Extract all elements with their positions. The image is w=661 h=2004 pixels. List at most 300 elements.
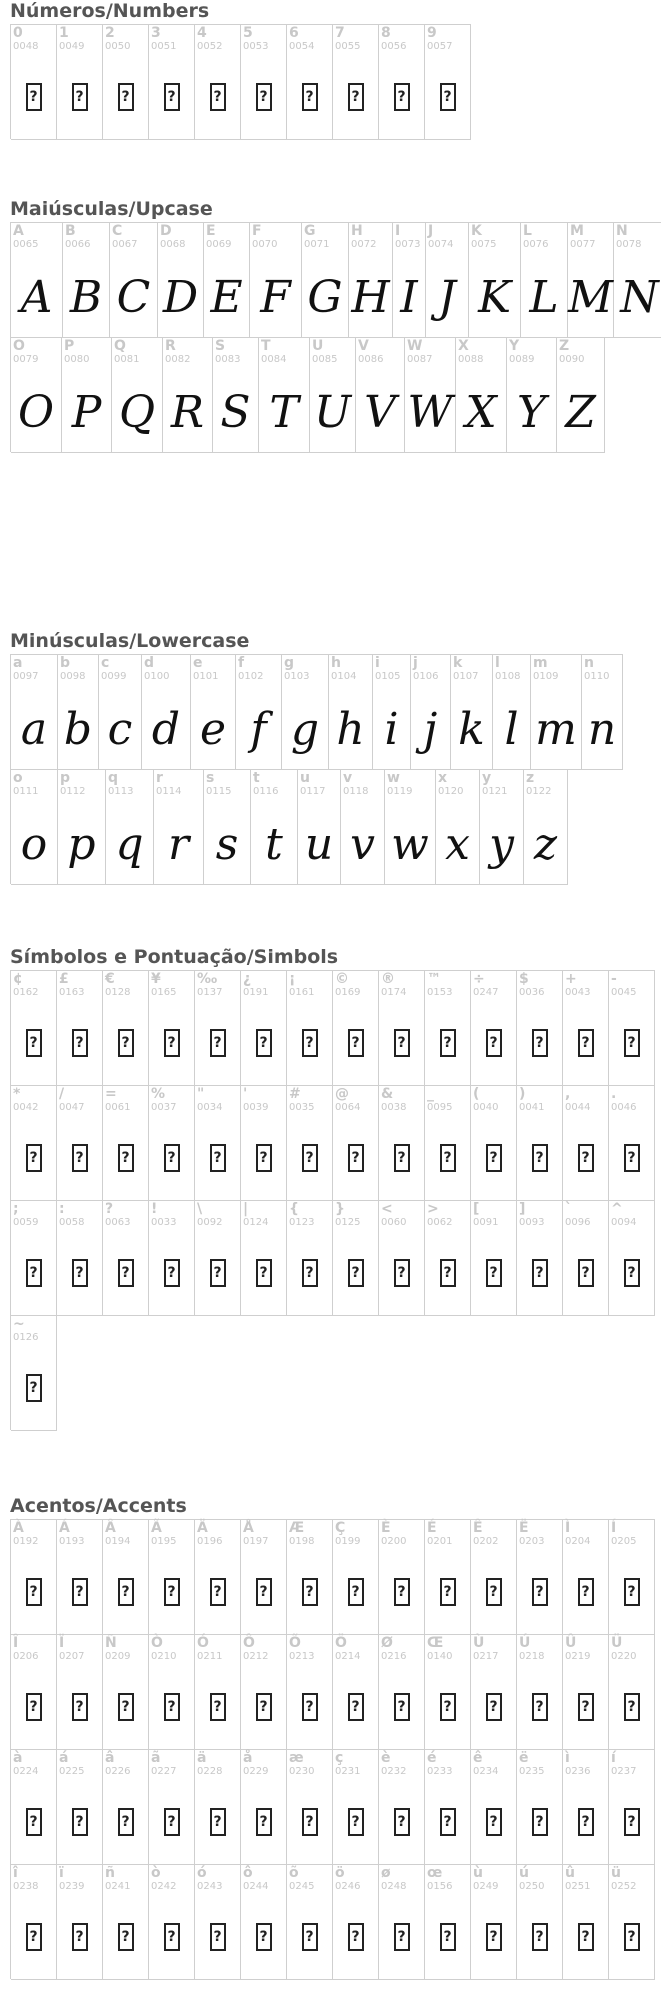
glyph-code: 0194 <box>105 1536 131 1547</box>
glyph-character: 0 <box>13 25 23 41</box>
glyph-code: 0198 <box>289 1536 315 1547</box>
missing-glyph-icon <box>624 1693 640 1721</box>
missing-glyph-icon <box>578 1144 594 1172</box>
glyph-preview: G <box>307 271 343 323</box>
glyph-code: 0091 <box>473 1217 499 1228</box>
glyph-cell <box>149 1634 195 1750</box>
glyph-code: 0121 <box>482 786 508 797</box>
glyph-cell <box>287 1519 333 1635</box>
missing-glyph-icon <box>72 1923 88 1951</box>
missing-glyph-icon <box>118 1144 134 1172</box>
missing-glyph-icon <box>118 83 134 111</box>
glyph-code: 0211 <box>197 1651 223 1662</box>
glyph-code: 0196 <box>197 1536 223 1547</box>
glyph-cell <box>379 1200 425 1316</box>
missing-glyph-icon <box>26 1259 42 1287</box>
glyph-code: 0086 <box>358 354 384 365</box>
glyph-character: t <box>253 770 260 786</box>
glyph-code: 0219 <box>565 1651 591 1662</box>
glyph-cell <box>11 769 58 885</box>
glyph-preview: W <box>407 386 453 438</box>
glyph-cell <box>517 970 563 1086</box>
glyph-code: 0081 <box>114 354 140 365</box>
glyph-cell <box>63 222 110 338</box>
glyph-cell <box>609 1085 655 1201</box>
missing-glyph-icon <box>26 1374 42 1402</box>
glyph-preview: m <box>535 703 577 755</box>
glyph-cell <box>563 1519 609 1635</box>
glyph-code: 0046 <box>611 1102 637 1113</box>
glyph-cell <box>411 654 451 770</box>
glyph-cell <box>609 1519 655 1635</box>
glyph-character: I <box>395 223 401 239</box>
section-title: Maiúsculas/Upcase <box>10 198 213 220</box>
glyph-code: 0192 <box>13 1536 39 1547</box>
glyph-cell <box>456 337 507 453</box>
glyph-character: U <box>312 338 324 354</box>
glyph-character: ñ <box>105 1865 115 1881</box>
glyph-code: 0096 <box>565 1217 591 1228</box>
glyph-preview: E <box>210 271 243 323</box>
glyph-preview: D <box>162 271 199 323</box>
glyph-code: 0112 <box>60 786 86 797</box>
glyph-code: 0228 <box>197 1766 223 1777</box>
glyph-code: 0071 <box>304 239 330 250</box>
missing-glyph-icon <box>164 1259 180 1287</box>
glyph-code: 0205 <box>611 1536 637 1547</box>
glyph-cell <box>204 222 250 338</box>
glyph-code: 0040 <box>473 1102 499 1113</box>
glyph-code: 0122 <box>526 786 552 797</box>
glyph-cell <box>373 654 411 770</box>
glyph-cell <box>451 654 493 770</box>
glyph-character: Z <box>559 338 570 354</box>
glyph-code: 0207 <box>59 1651 85 1662</box>
glyph-preview: Z <box>565 386 596 438</box>
glyph-cell <box>103 1519 149 1635</box>
missing-glyph-icon <box>256 83 272 111</box>
glyph-code: 0090 <box>559 354 585 365</box>
missing-glyph-icon <box>72 1693 88 1721</box>
missing-glyph-icon <box>486 1923 502 1951</box>
glyph-code: 0036 <box>519 987 545 998</box>
section-title: Acentos/Accents <box>10 1495 187 1517</box>
glyph-preview: l <box>504 703 519 755</box>
glyph-cell <box>568 222 614 338</box>
glyph-cell <box>11 1085 57 1201</box>
glyph-character: + <box>565 971 577 987</box>
glyph-character: Å <box>243 1520 254 1536</box>
glyph-character: K <box>471 223 482 239</box>
glyph-character: Õ <box>289 1635 301 1651</box>
glyph-character: ^ <box>611 1201 623 1217</box>
glyph-grid <box>10 24 661 139</box>
glyph-character: õ <box>289 1865 299 1881</box>
glyph-cell <box>241 1749 287 1865</box>
glyph-cell <box>310 337 356 453</box>
glyph-code: 0066 <box>65 239 91 250</box>
missing-glyph-icon <box>210 1693 226 1721</box>
glyph-cell <box>425 1634 471 1750</box>
glyph-code: 0193 <box>59 1536 85 1547</box>
glyph-preview: y <box>489 818 514 870</box>
glyph-character: ¥ <box>151 971 161 987</box>
missing-glyph-icon <box>256 1808 272 1836</box>
glyph-character: f <box>238 655 245 671</box>
glyph-cell <box>557 337 605 453</box>
glyph-character: W <box>407 338 423 354</box>
missing-glyph-icon <box>532 1808 548 1836</box>
glyph-code: 0216 <box>381 1651 407 1662</box>
glyph-character: ï <box>59 1865 64 1881</box>
glyph-character: @ <box>335 1086 349 1102</box>
glyph-code: 0126 <box>13 1332 39 1343</box>
glyph-cell <box>58 654 99 770</box>
glyph-cell <box>425 1749 471 1865</box>
glyph-preview: g <box>290 703 320 755</box>
glyph-character: $ <box>519 971 529 987</box>
missing-glyph-icon <box>394 1144 410 1172</box>
missing-glyph-icon <box>118 1578 134 1606</box>
glyph-code: 0220 <box>611 1651 637 1662</box>
glyph-cell <box>405 337 456 453</box>
glyph-code: 0245 <box>289 1881 315 1892</box>
glyph-cell <box>329 654 373 770</box>
glyph-grid <box>10 1519 661 1979</box>
glyph-character: s <box>206 770 215 786</box>
glyph-code: 0241 <box>105 1881 131 1892</box>
glyph-cell <box>379 1864 425 1980</box>
glyph-cell <box>103 970 149 1086</box>
glyph-cell <box>379 1634 425 1750</box>
glyph-preview: n <box>587 703 617 755</box>
glyph-cell <box>112 337 163 453</box>
glyph-code: 0050 <box>105 41 131 52</box>
glyph-code: 0074 <box>428 239 454 250</box>
glyph-character: é <box>427 1750 437 1766</box>
missing-glyph-icon <box>486 1144 502 1172</box>
missing-glyph-icon <box>26 1923 42 1951</box>
glyph-code: 0244 <box>243 1881 269 1892</box>
glyph-cell <box>241 1200 287 1316</box>
glyph-code: 0052 <box>197 41 223 52</box>
glyph-character: è <box>381 1750 391 1766</box>
glyph-cell <box>103 1634 149 1750</box>
glyph-cell <box>507 337 557 453</box>
glyph-code: 0236 <box>565 1766 591 1777</box>
glyph-cell <box>163 337 213 453</box>
glyph-code: 0038 <box>381 1102 407 1113</box>
glyph-code: 0161 <box>289 987 315 998</box>
glyph-cell <box>149 1749 195 1865</box>
glyph-cell <box>480 769 524 885</box>
glyph-cell <box>341 769 385 885</box>
glyph-character: V <box>358 338 369 354</box>
missing-glyph-icon <box>164 1029 180 1057</box>
glyph-code: 0089 <box>509 354 535 365</box>
missing-glyph-icon <box>256 1144 272 1172</box>
glyph-grid <box>10 654 661 884</box>
glyph-code: 0063 <box>105 1217 131 1228</box>
glyph-cell <box>195 24 241 140</box>
glyph-cell <box>11 222 63 338</box>
glyph-cell <box>517 1085 563 1201</box>
glyph-character: / <box>59 1086 65 1102</box>
glyph-character: D <box>160 223 172 239</box>
glyph-character: = <box>105 1086 117 1102</box>
glyph-character: C <box>112 223 123 239</box>
glyph-code: 0231 <box>335 1766 361 1777</box>
glyph-code: 0043 <box>565 987 591 998</box>
glyph-code: 0104 <box>331 671 357 682</box>
glyph-code: 0067 <box>112 239 138 250</box>
missing-glyph-icon <box>486 1808 502 1836</box>
glyph-character: í <box>611 1750 616 1766</box>
glyph-preview: Y <box>516 386 547 438</box>
missing-glyph-icon <box>210 1923 226 1951</box>
missing-glyph-icon <box>302 1259 318 1287</box>
glyph-cell <box>379 24 425 140</box>
glyph-character: Ø <box>381 1635 393 1651</box>
glyph-cell <box>195 970 241 1086</box>
glyph-character: , <box>565 1086 571 1102</box>
glyph-code: 0042 <box>13 1102 39 1113</box>
missing-glyph-icon <box>302 83 318 111</box>
glyph-preview: e <box>199 703 227 755</box>
glyph-character: x <box>438 770 448 786</box>
glyph-code: 0110 <box>584 671 610 682</box>
missing-glyph-icon <box>26 1578 42 1606</box>
glyph-cell <box>57 1085 103 1201</box>
glyph-cell <box>62 337 112 453</box>
glyph-cell <box>149 1085 195 1201</box>
missing-glyph-icon <box>210 1144 226 1172</box>
glyph-code: 0085 <box>312 354 338 365</box>
glyph-code: 0044 <box>565 1102 591 1113</box>
glyph-character: ~ <box>13 1316 25 1332</box>
glyph-character: M <box>570 223 584 239</box>
glyph-character: h <box>331 655 341 671</box>
glyph-character: Ú <box>519 1635 531 1651</box>
glyph-code: 0064 <box>335 1102 361 1113</box>
glyph-code: 0093 <box>519 1217 545 1228</box>
glyph-cell <box>349 222 393 338</box>
glyph-character: Q <box>114 338 126 354</box>
glyph-character: ó <box>197 1865 207 1881</box>
glyph-code: 0076 <box>523 239 549 250</box>
glyph-code: 0202 <box>473 1536 499 1547</box>
glyph-code: 0226 <box>105 1766 131 1777</box>
glyph-character: { <box>289 1201 299 1217</box>
missing-glyph-icon <box>210 83 226 111</box>
glyph-code: 0113 <box>108 786 134 797</box>
missing-glyph-icon <box>394 1923 410 1951</box>
glyph-character: å <box>243 1750 253 1766</box>
glyph-cell <box>471 1519 517 1635</box>
glyph-preview: o <box>20 818 48 870</box>
glyph-character: } <box>335 1201 345 1217</box>
glyph-code: 0102 <box>238 671 264 682</box>
glyph-cell <box>287 1634 333 1750</box>
missing-glyph-icon <box>578 1029 594 1057</box>
glyph-code: 0125 <box>335 1217 361 1228</box>
glyph-code: 0094 <box>611 1217 637 1228</box>
glyph-preview: r <box>167 818 190 870</box>
section-title: Símbolos e Pontuação/Simbols <box>10 946 339 968</box>
missing-glyph-icon <box>72 1578 88 1606</box>
glyph-character: a <box>13 655 23 671</box>
glyph-cell <box>11 1864 57 1980</box>
glyph-cell <box>103 1200 149 1316</box>
missing-glyph-icon <box>256 1578 272 1606</box>
glyph-code: 0206 <box>13 1651 39 1662</box>
glyph-cell <box>379 1085 425 1201</box>
missing-glyph-icon <box>394 1808 410 1836</box>
glyph-code: 0200 <box>381 1536 407 1547</box>
glyph-cell <box>521 222 568 338</box>
glyph-character: 7 <box>335 25 345 41</box>
glyph-character: Y <box>509 338 520 354</box>
glyph-code: 0034 <box>197 1102 223 1113</box>
glyph-grid <box>10 970 661 1430</box>
glyph-cell <box>333 1749 379 1865</box>
glyph-cell <box>11 1519 57 1635</box>
glyph-character: £ <box>59 971 69 987</box>
glyph-cell <box>57 1749 103 1865</box>
missing-glyph-icon <box>624 1808 640 1836</box>
glyph-character: G <box>304 223 316 239</box>
missing-glyph-icon <box>532 1144 548 1172</box>
glyph-character: " <box>197 1086 205 1102</box>
glyph-cell <box>57 1519 103 1635</box>
glyph-cell <box>379 1749 425 1865</box>
glyph-cell <box>609 1749 655 1865</box>
missing-glyph-icon <box>578 1693 594 1721</box>
glyph-character: u <box>300 770 310 786</box>
glyph-preview: p <box>67 818 96 870</box>
glyph-cell <box>563 1634 609 1750</box>
glyph-cell <box>287 24 333 140</box>
glyph-character: 1 <box>59 25 69 41</box>
glyph-character: ¢ <box>13 971 23 987</box>
glyph-code: 0053 <box>243 41 269 52</box>
glyph-code: 0195 <box>151 1536 177 1547</box>
glyph-cell <box>250 222 302 338</box>
glyph-character: v <box>343 770 353 786</box>
glyph-character: ) <box>519 1086 526 1102</box>
glyph-cell <box>282 654 329 770</box>
glyph-cell <box>11 337 62 453</box>
missing-glyph-icon <box>348 83 364 111</box>
glyph-code: 0084 <box>261 354 287 365</box>
glyph-cell <box>195 1085 241 1201</box>
glyph-code: 0069 <box>206 239 232 250</box>
glyph-code: 0108 <box>495 671 521 682</box>
glyph-code: 0073 <box>395 239 421 250</box>
glyph-character: [ <box>473 1201 480 1217</box>
glyph-code: 0218 <box>519 1651 545 1662</box>
glyph-cell <box>524 769 568 885</box>
section-symbols <box>10 946 661 1430</box>
glyph-character: j <box>413 655 418 671</box>
glyph-character: S <box>215 338 226 354</box>
glyph-cell <box>195 1634 241 1750</box>
glyph-cell <box>333 1085 379 1201</box>
section-title: Números/Numbers <box>10 0 210 22</box>
glyph-cell <box>471 970 517 1086</box>
glyph-preview: b <box>63 703 93 755</box>
glyph-code: 0105 <box>375 671 401 682</box>
missing-glyph-icon <box>348 1808 364 1836</box>
glyph-cell <box>425 970 471 1086</box>
glyph-code: 0233 <box>427 1766 453 1777</box>
missing-glyph-icon <box>440 1029 456 1057</box>
glyph-character: Ã <box>151 1520 162 1536</box>
glyph-character: B <box>65 223 76 239</box>
glyph-cell <box>563 1749 609 1865</box>
glyph-code: 0058 <box>59 1217 85 1228</box>
glyph-code: 0212 <box>243 1651 269 1662</box>
glyph-character: w <box>387 770 400 786</box>
missing-glyph-icon <box>256 1693 272 1721</box>
missing-glyph-icon <box>486 1578 502 1606</box>
glyph-character: ç <box>335 1750 344 1766</box>
glyph-cell <box>379 970 425 1086</box>
glyph-character: * <box>13 1086 21 1102</box>
glyph-character: ô <box>243 1865 253 1881</box>
glyph-character: X <box>458 338 469 354</box>
glyph-code: 0248 <box>381 1881 407 1892</box>
glyph-character: È <box>381 1520 391 1536</box>
missing-glyph-icon <box>624 1029 640 1057</box>
glyph-character: 6 <box>289 25 299 41</box>
glyph-code: 0120 <box>438 786 464 797</box>
glyph-cell <box>149 1519 195 1635</box>
glyph-cell <box>563 1200 609 1316</box>
glyph-code: 0097 <box>13 671 39 682</box>
missing-glyph-icon <box>394 1259 410 1287</box>
glyph-cell <box>241 24 287 140</box>
missing-glyph-icon <box>26 83 42 111</box>
glyph-cell <box>195 1519 241 1635</box>
glyph-code: 0156 <box>427 1881 453 1892</box>
missing-glyph-icon <box>624 1259 640 1287</box>
missing-glyph-icon <box>624 1578 640 1606</box>
glyph-cell <box>241 970 287 1086</box>
missing-glyph-icon <box>440 1144 456 1172</box>
glyph-character: Ä <box>197 1520 208 1536</box>
glyph-code: 0088 <box>458 354 484 365</box>
missing-glyph-icon <box>440 1923 456 1951</box>
glyph-character: ¿ <box>243 971 252 987</box>
glyph-cell <box>436 769 480 885</box>
section-upcase <box>10 198 661 452</box>
glyph-code: 0118 <box>343 786 369 797</box>
glyph-character: Œ <box>427 1635 444 1651</box>
missing-glyph-icon <box>302 1808 318 1836</box>
glyph-code: 0174 <box>381 987 407 998</box>
glyph-cell <box>11 654 58 770</box>
glyph-code: 0103 <box>284 671 310 682</box>
glyph-cell <box>259 337 310 453</box>
glyph-character: Î <box>13 1635 19 1651</box>
glyph-cell <box>213 337 259 453</box>
missing-glyph-icon <box>164 1923 180 1951</box>
glyph-cell <box>103 1864 149 1980</box>
missing-glyph-icon <box>118 1029 134 1057</box>
glyph-code: 0033 <box>151 1217 177 1228</box>
missing-glyph-icon <box>118 1808 134 1836</box>
